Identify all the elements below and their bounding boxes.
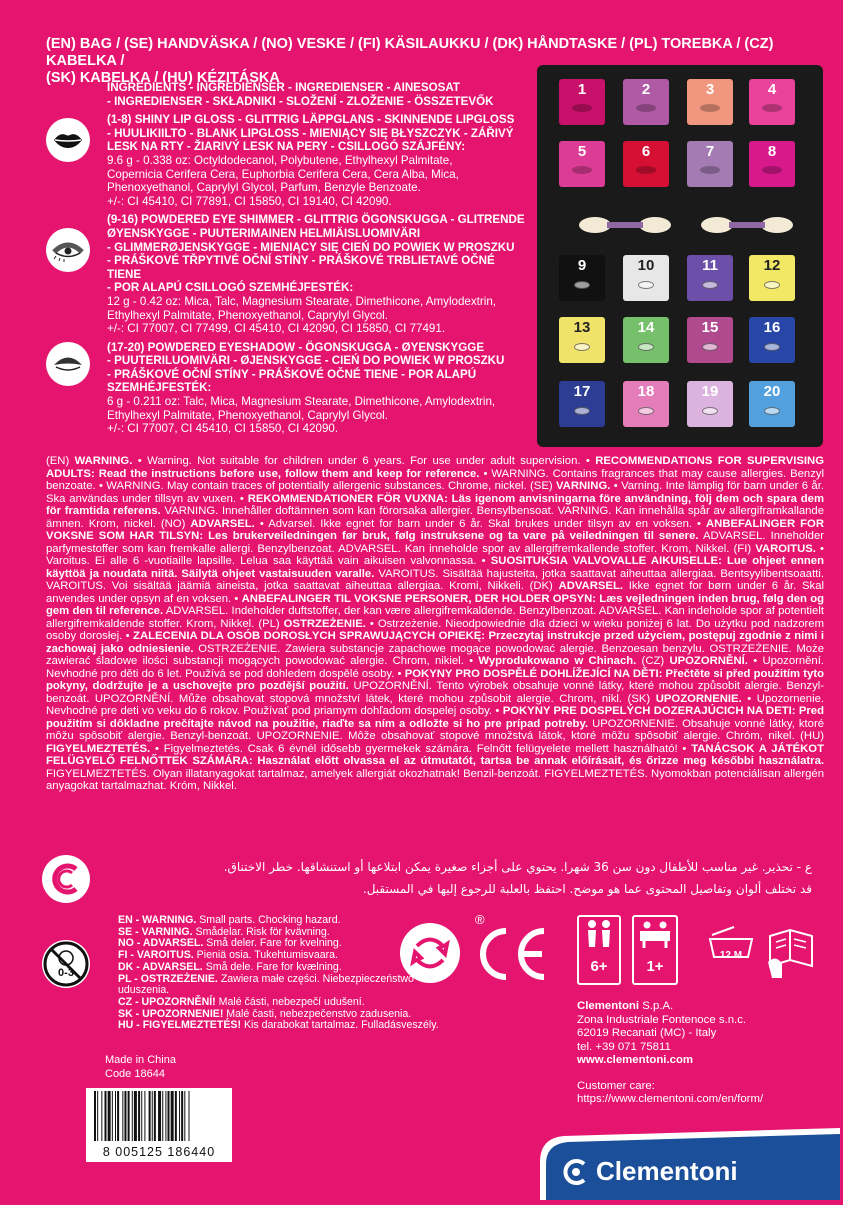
made-in: Made in China xyxy=(105,1054,176,1066)
ingredient-section-title: ØYENSKYGGE - PUUTERIMAINEN HELMIÄISLUOMIVÄRI xyxy=(107,226,421,240)
ingredient-section-title: - GLIMMERØJENSKYGGE - MIENIĄCY SIĘ CIEŃ DO POWIEK W PROSZKU xyxy=(107,240,515,254)
swatch-number: 20 xyxy=(763,383,781,400)
warning-heading: POKYNY PRE DOSPELÝCH DOZERAJÚCICH NA DETI: Pred použitím si dôkladne prečítajte návod na použitie, riaďte sa ním a odložte si ho pre prípad potreby. xyxy=(46,705,824,730)
swatch-number: 13 xyxy=(573,319,591,336)
company-suffix: S.p.A. xyxy=(639,1000,674,1012)
palette-swatch xyxy=(687,141,733,187)
ingredient-section-body: 12 g - 0.42 oz: Mica, Talc, Magnesium Stearate, Dimethicone, Amylodextrin, xyxy=(107,294,497,308)
barcode-digits: 8 005125 186440 xyxy=(86,1142,232,1162)
safety-warnings xyxy=(46,455,824,793)
swatch-number: 12 xyxy=(763,257,781,274)
ingredient-section-body: Ethylhexyl Palmitate, Phenoxyethanol, Caprylyl Glycol. xyxy=(107,308,388,322)
warning-text: UPOZORNĚNÍ. Tento výrobek obsahuje vonné látky, které mohou způsobit alergie. Benzyl-benzoát. UPOZORNĚNÍ. Může obsahovat stopová množství látek, které mohou způsobit alergie. Chrom, nikl. (SK) xyxy=(46,680,824,705)
palette-swatch xyxy=(687,255,733,301)
ingredient-section-body: Copernicia Cerifera Cera, Euphorbia Cerifera Cera, Cera Alba, Mica, xyxy=(107,167,459,181)
small-parts-lang: CZ - UPOZORNĚNÍ! xyxy=(118,995,216,1008)
eye-mark-icon xyxy=(574,343,590,351)
warning-text: • Varoitus. Ei alle 6 -vuotiaille lapsille. Lelua saa käyttää vain aikuisen valvonnassa. • xyxy=(46,542,825,567)
swatch-number: 3 xyxy=(705,81,715,98)
warning-heading: ADVARSEL. xyxy=(190,517,255,530)
palette-swatch xyxy=(623,255,669,301)
ingredients-heading-1: INGREDIENTS - INGREDIENSER - INGREDIENSER - AINESOSAT xyxy=(107,81,460,94)
small-parts-lang: FI - VAROITUS. xyxy=(118,949,194,962)
small-parts-text: Smådelar. Risk för kvävning. xyxy=(192,925,330,938)
small-parts-lang: EN - WARNING. xyxy=(118,914,197,926)
palette-swatch xyxy=(623,381,669,427)
swatch-number: 16 xyxy=(763,319,781,336)
lip-mark-icon xyxy=(762,104,782,112)
swatch-number: 19 xyxy=(701,383,719,400)
swatch-number: 9 xyxy=(577,257,587,274)
eye-shimmer-icon xyxy=(46,228,90,272)
age-1-label: 1+ xyxy=(646,958,664,975)
swatch-number: 4 xyxy=(767,81,777,98)
recycling-icon xyxy=(395,918,465,988)
warning-heading: Wyprodukowano w Chinach. xyxy=(478,655,637,667)
ingredient-section-body: 6 g - 0.211 oz: Talc, Mica, Magnesium Stearate, Dimethicone, Amylodextrin, xyxy=(107,395,496,409)
eye-mark-icon xyxy=(638,281,654,289)
swatch-number: 5 xyxy=(577,143,587,160)
swatch-number: 11 xyxy=(702,257,718,274)
ingredient-section-body: +/-: CI 77007, CI 45410, CI 15850, CI 42090. xyxy=(107,422,339,436)
eye-mark-icon xyxy=(574,407,590,415)
small-parts-text: Malé časti, nebezpečenstvo zadusenia. xyxy=(223,1007,412,1020)
brand-logo xyxy=(540,1122,840,1200)
palette-swatch xyxy=(623,79,669,125)
ingredients-block xyxy=(107,81,527,436)
small-parts-text: Pieniä osia. Tukehtumisvaara. xyxy=(193,949,339,962)
warning-text: ADVARSEL. Indeholder duftstoffer, der kan være allergifremkaldende. Benzylbenzoat. ADVARSEL. Kan indeholde spor af potentielt allergifremkaldende stoffer. Krom, Nikkel. (PL) xyxy=(46,605,824,630)
ingredient-section-title: - PUUTERILUOMIVÄRI - ØJENSKYGGE - CIEŃ DO POWIEK W PROSZKU xyxy=(107,354,505,368)
ingredient-section-body: Phenoxyethanol, Caprylyl Glycol, Parfum, Benzyle Benzoate. xyxy=(107,181,421,195)
applicator-icon xyxy=(697,215,797,235)
small-parts-lang: SK - UPOZORNENIE! xyxy=(118,1007,224,1020)
palette-swatch xyxy=(559,141,605,187)
warning-heading: ANBEFALINGER FOR VOKSNE SOM HAR TILSYN: Les brukerveiledningen før bruk, følg instruksene og ta vare på veiledningen til senere. xyxy=(46,517,824,542)
warning-text: OSTRZEŻENIE. Zawiera substancje zapachowe mogące powodować alergie. Benzoesan benzylu. OSTRZEŻENIE. Może zawierać śladowe ilości substancji mogących powodować alergie. Chrom, nikiel. • xyxy=(46,642,824,667)
warning-heading: VAROITUS. xyxy=(755,542,816,555)
warning-text: UPOZORNENIE. Obsahuje vonné látky, ktoré môžu spôsobiť alergie. Benzyl-benzoát. UPOZORNENIE. Môže obsahovať stopové množstvá látok, ktoré môžu spôsobiť alergie. Chróm, nikel. (HU) xyxy=(46,717,824,742)
arabic-line-1: ع - تحذير. غير مناسب للأطفال دون سن 36 شهرا. يحتوي على أجزاء صغيرة يمكن ابتلاعها أو استنشاقها. خطر الاختناق. xyxy=(223,860,812,874)
small-parts-text: Små deler. Fare for kvelning. xyxy=(203,937,342,950)
origin-info xyxy=(105,1053,176,1081)
small-parts-line xyxy=(118,1020,448,1032)
warning-heading: RECOMMENDATIONS FOR SUPERVISING ADULTS: Read the instructions before use, follow them and keep for reference. xyxy=(46,455,824,480)
eye-mark-icon xyxy=(764,281,780,289)
ingredient-section-title: (17-20) POWDERED EYESHADOW - ÖGONSKUGGA - ØYENSKYGGE xyxy=(107,340,485,354)
small-parts-lang: NO - ADVARSEL. xyxy=(118,937,204,950)
palette-swatch xyxy=(559,255,605,301)
eye-mark-icon xyxy=(702,281,718,289)
ingredient-section-title: SZEMHÉJFESTÉK: xyxy=(107,381,212,395)
swatch-number: 8 xyxy=(767,143,777,160)
small-parts-text: Small parts. Chocking hazard. xyxy=(196,914,341,926)
read-instructions-icon xyxy=(762,922,820,980)
palette-swatch xyxy=(559,79,605,125)
applicator-icon xyxy=(575,215,675,235)
pao-label: 12 M xyxy=(719,950,743,961)
warning-text: • Upozornění. Nevhodné pro děti do 6 let. Používá se pod dohledem dospělé osoby. • xyxy=(46,655,824,680)
palette-swatch xyxy=(687,317,733,363)
palette-swatch xyxy=(687,79,733,125)
warning-text: (EN) xyxy=(46,455,75,467)
palette-swatch xyxy=(559,317,605,363)
ingredient-section-title: - HUULIKIILTO - BLANK LIPGLOSS - MIENIĄCY SIĘ BŁYSZCZYK - ZÁŘIVÝ xyxy=(107,126,514,140)
ingredient-section-title: - PRÁŠKOVÉ TŘPYTIVÉ OČNÍ STÍNY - PRÁŠKOVÉ TRBLIETAVÉ OČNÉ TIENE xyxy=(107,254,495,281)
ingredient-section-title: LESK NA RTY - ŽIARIVÝ LESK NA PERY - CSILLOGÓ SZÁJFÉNY: xyxy=(107,140,466,154)
warning-text: • Ostrzeżenie. Nieodpowiednie dla dzieci w wieku poniżej 6 lat. Do użytku pod nadzorem osoby dorosłej. • xyxy=(46,617,824,642)
ingredient-section-title: (9-16) POWDERED EYE SHIMMER - GLITTRIG ÖGONSKUGGA - GLITRENDE xyxy=(107,213,525,227)
lip-mark-icon xyxy=(700,104,720,112)
warning-text: VARNING. Innehåller doftämnen som kan förorsaka allergier. Bensylbensoat. VARNING. Kan innehålla spår av allergiframkallande ämnen. Krom, nickel. (NO) xyxy=(46,505,824,530)
arabic-line-2: قد تختلف ألوان وتفاصيل المحتوى عما هو موضح. احتفظ بالعلبة للرجوع إليها في المستقبل. xyxy=(362,882,812,896)
eye-mark-icon xyxy=(702,407,718,415)
swatch-number: 15 xyxy=(701,319,719,336)
age-6-plus-icon xyxy=(577,915,621,985)
warning-heading: POKYNY PRO DOSPĚLÉ DOHLÍŽEJÍCÍ NA DĚTI: Přečtěte si před použitím tyto pokyny, dodržujte je a uschovejte pro pozdější použití. xyxy=(46,667,824,692)
warning-heading: OSTRZEŻENIE. xyxy=(283,617,366,630)
ingredient-section xyxy=(107,113,527,208)
warning-text: Ikke egnet for børn under 6 år. Skal anvendes under opsyn af en voksen. • xyxy=(46,580,824,605)
ingredient-section-title: - POR ALAPÚ CSILLOGÓ SZEMHÉJFESTÉK: xyxy=(107,281,354,295)
ingredient-section-title: - PRÁŠKOVÉ OČNÍ STÍNY - PRÁŠKOVÉ OČNÉ TIENE - POR ALAPÚ xyxy=(107,367,477,381)
company-phone: tel. +39 071 75811 xyxy=(577,1040,671,1053)
palette-swatch xyxy=(687,381,733,427)
swatch-number: 2 xyxy=(641,81,651,98)
customer-care-url[interactable]: https://www.clementoni.com/en/form/ xyxy=(577,1093,764,1105)
eye-mark-icon xyxy=(764,343,780,351)
small-parts-lang: PL - OSTRZEŻENIE. xyxy=(118,972,218,985)
warning-text: • WARNING. Contains fragrances that may cause allergies. Benzyl benzoate. • WARNING. May contain traces of potentially allergenic substances. Chrome, nickel. (SE) xyxy=(46,467,825,492)
warning-heading: UPOZORNENIE. xyxy=(655,692,742,705)
small-parts-lang: DK - ADVARSEL. xyxy=(118,960,203,973)
palette-swatch xyxy=(749,79,795,125)
ingredient-section-body: Ethylhexyl Palmitate, Phenoxyethanol, Caprylyl Glycol. xyxy=(107,408,388,422)
warning-text: (CZ) xyxy=(636,655,670,667)
swatch-number: 6 xyxy=(641,143,651,160)
company-address-1: Zona Industriale Fontenoce s.n.c. xyxy=(577,1013,747,1026)
warning-text: FIGYELMEZTETÉS. Olyan illatanyagokat tartalmaz, amelyek allergiát okozhatnak! Benzil-benzoát. FIGYELMEZTETÉS. Nyomokban potenciálisan allergén anyagokat tartalmazhat. Króm, Nikkel. xyxy=(46,767,824,792)
warning-heading: REKOMMENDATIONER FÖR VUXNA: Läs igenom anvisningarna före användning, följ dem och spara dem för framtida referens. xyxy=(46,492,824,517)
small-parts-text: Malé části, nebezpečí udušení. xyxy=(215,995,365,1008)
lip-mark-icon xyxy=(572,166,592,174)
warning-heading: WARNING. xyxy=(74,455,133,467)
warning-text: VAROITUS. Sisältää hajusteita, jotka saattavat aiheuttaa allergiaa. Bentsyylibentsoaatti. VAROITUS. Voi sisältää jäämiä aineista, jotka saattavat aiheuttaa allergiaa. Kromi, Nikkeli. (DK) xyxy=(46,567,824,592)
company-info xyxy=(577,1000,837,1107)
small-parts-lang: SE - VARNING. xyxy=(118,925,193,938)
eye-mark-icon xyxy=(638,343,654,351)
ingredient-section xyxy=(107,213,527,335)
swatch-number: 7 xyxy=(705,143,715,160)
ce-arrow-icon xyxy=(42,855,90,903)
swatch-number: 17 xyxy=(573,383,591,400)
warning-heading: VARNING. xyxy=(555,480,611,492)
warning-heading: ZALECENIA DLA OSÓB DOROSŁYCH SPRAWUJĄCYCH OPIEKĘ: Przeczytaj instrukcje przed użyciem, postępuj zgodnie z nimi i zachowaj jako odniesienie. xyxy=(46,630,824,655)
eye-mark-icon xyxy=(638,407,654,415)
brand-logo-text: Clementoni xyxy=(596,1156,738,1186)
small-parts-text: Små dele. Fare for kvælning. xyxy=(202,960,342,973)
product-palette xyxy=(537,65,823,447)
ingredient-section-title: (1-8) SHINY LIP GLOSS - GLITTRIG LÄPPGLANS - SKINNENDE LIPGLOSS xyxy=(107,113,515,127)
warning-heading: UPOZORNĚNÍ. xyxy=(669,655,748,667)
swatch-number: 14 xyxy=(637,319,655,336)
lip-mark-icon xyxy=(572,104,592,112)
ingredients-heading-2: - INGREDIENSER - SKŁADNIKI - SLOŽENÍ - ZLOŽENIE - ÖSSZETEVŐK xyxy=(107,94,494,108)
title-line-2: (SK) KABELKA / (HU) KÉZITÁSKA xyxy=(46,70,280,86)
small-parts-text: Kis darabokat tartalmaz. Fulladásveszély. xyxy=(241,1019,439,1032)
ingredient-section-body: 9.6 g - 0.338 oz: Octyldodecanol, Polybutene, Ethylhexyl Palmitate, xyxy=(107,153,453,167)
eye-mark-icon xyxy=(764,407,780,415)
palette-swatch xyxy=(749,141,795,187)
registered-mark: ® xyxy=(475,912,485,927)
warning-heading: SUOSITUKSIA VALVOVALLE AIKUISELLE: Lue ohjeet ennen käyttöä ja noudata niitä. Säilytä ohjeet vastaisuuden varalle. xyxy=(46,555,824,580)
palette-swatch xyxy=(749,317,795,363)
ce-mark-icon xyxy=(472,925,550,983)
clementoni-c-icon xyxy=(562,1158,590,1186)
lip-mark-icon xyxy=(762,166,782,174)
lip-mark-icon xyxy=(636,104,656,112)
warning-text: • Warning. Not suitable for children under 6 years. For use under adult supervision. • xyxy=(132,455,596,467)
ingredient-section xyxy=(107,341,527,436)
warning-heading: TANÁCSOK A JÁTÉKOT FELÜGYELŐ FELNŐTTEK SZÁMÁRA: Használat előtt olvassa el az útmutatót, tartsa be annak előírásait, és őrizze meg későbbi használatra. xyxy=(46,742,824,767)
lip-mark-icon xyxy=(636,166,656,174)
palette-swatch xyxy=(749,381,795,427)
company-website[interactable]: www.clementoni.com xyxy=(577,1054,694,1066)
ingredient-section-body: +/-: CI 77007, CI 77499, CI 45410, CI 42090, CI 15850, CI 77491. xyxy=(107,322,446,336)
company-name: Clementoni xyxy=(577,1000,640,1012)
age-6-label: 6+ xyxy=(590,958,608,975)
warning-heading: ANBEFALINGER TIL VOKSNE PERSONER, DER HOLDER OPSYN: Læs vejledningen inden brug, følg den og gem den til reference. xyxy=(46,592,824,617)
palette-swatch xyxy=(749,255,795,301)
swatch-number: 18 xyxy=(637,383,655,400)
period-after-opening-icon xyxy=(706,925,756,977)
eye-shadow-icon xyxy=(46,342,90,386)
palette-swatch xyxy=(559,381,605,427)
product-code: Code 18644 xyxy=(105,1068,165,1080)
age-1-plus-icon xyxy=(632,915,678,985)
arabic-warning xyxy=(84,856,812,900)
customer-care-label: Customer care: xyxy=(577,1079,655,1092)
eye-mark-icon xyxy=(574,281,590,289)
small-parts-text: Zawiera małe części. Niebezpieczeństwo uduszenia. xyxy=(118,972,414,997)
barcode xyxy=(86,1088,232,1144)
lips-icon xyxy=(46,118,90,162)
warning-text: • Advarsel. Ikke egnet for barn under 6 år. Skal brukes under tilsyn av en voksen. • xyxy=(254,517,706,530)
title-line-1: (EN) BAG / (SE) HANDVÄSKA / (NO) VESKE / (FI) KÄSILAUKKU / (DK) HÅNDTASKE / (PL) TOREBKA / (CZ) KABELKA / xyxy=(46,36,774,69)
eye-mark-icon xyxy=(702,343,718,351)
warning-text: • Upozornenie. Nevhodné pre deti vo veku do 6 rokov. Používať pod priamym dohľadom dospelej osoby. • xyxy=(46,692,824,717)
warning-text: • Varning. Inte lämplig för barn under 6 år. Ska användas under tillsyn av vuxen. • xyxy=(46,480,824,505)
ingredient-section-body: +/-: CI 45410, CI 77891, CI 15850, CI 19140, CI 42090. xyxy=(107,194,392,208)
swatch-number: 1 xyxy=(577,81,587,98)
warning-text: • Figyelmeztetés. Csak 6 évnél idősebb gyermekek számára. Felnőtt felügyelete mellett használható! • xyxy=(150,742,692,755)
swatch-number: 10 xyxy=(637,257,655,274)
company-address-2: 62019 Recanati (MC) - Italy xyxy=(577,1027,717,1039)
warning-heading: ADVARSEL. xyxy=(558,580,623,592)
small-parts-lang: HU - FIGYELMEZTETÉS! xyxy=(118,1019,242,1032)
warning-heading: FIGYELMEZTETÉS. xyxy=(46,742,151,755)
palette-swatch xyxy=(623,317,669,363)
no-under-3-icon xyxy=(42,940,90,988)
palette-swatch xyxy=(623,141,669,187)
age-label: 0-3 xyxy=(58,967,74,979)
warning-text: ADVARSEL. Inneholder parfymestoffer som kan fremkalle allergi. Benzylbenzoat. ADVARSEL. Kan inneholde spor av allergifremkallende stoffer. Krom, Nikkel. (FI) xyxy=(46,530,824,555)
lip-mark-icon xyxy=(700,166,720,174)
